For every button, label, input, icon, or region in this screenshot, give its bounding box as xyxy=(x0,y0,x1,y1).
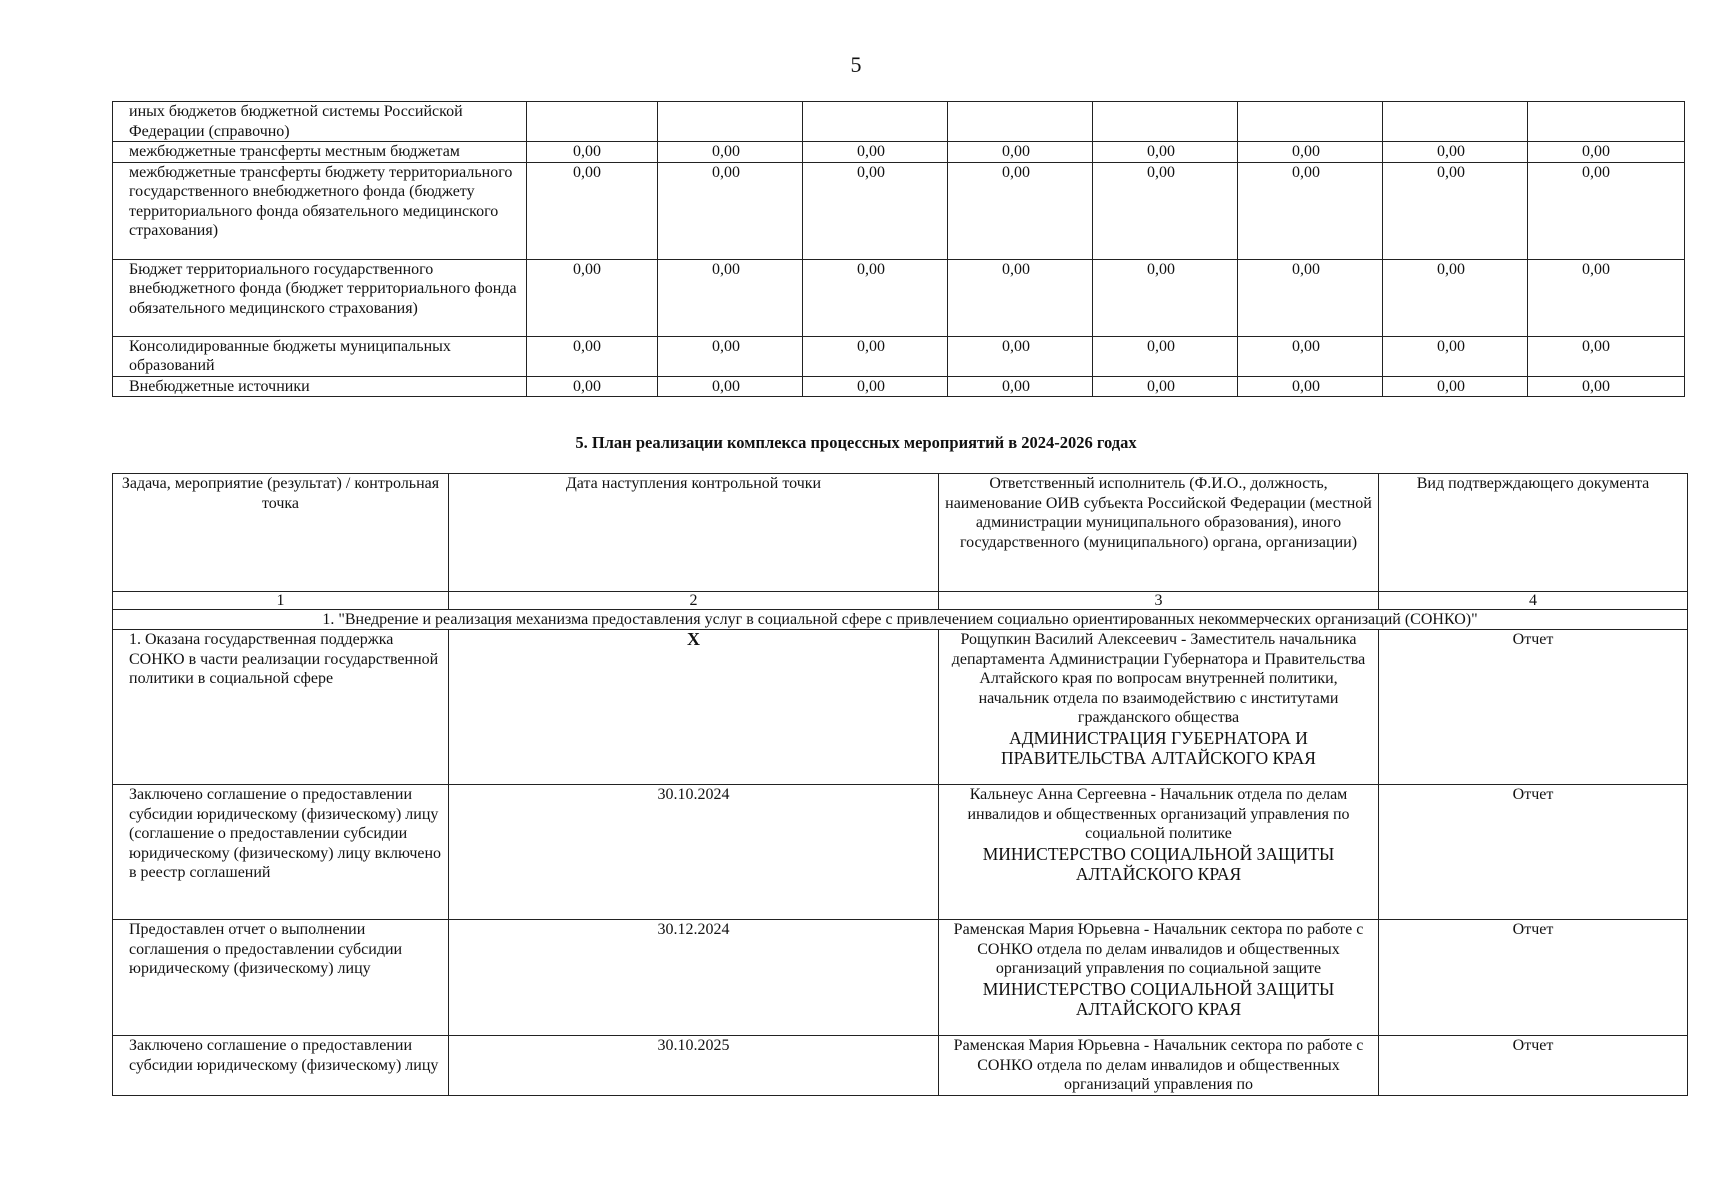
column-number: 2 xyxy=(449,592,939,610)
plan-executor xyxy=(939,1036,1379,1096)
budget-value-cell: 0,00 xyxy=(658,162,803,259)
header-row xyxy=(113,474,1688,592)
budget-value-cell: 0,00 xyxy=(948,259,1093,336)
budget-value-cell: 0,00 xyxy=(527,142,658,163)
executor-organization: МИНИСТЕРСТВО СОЦИАЛЬНОЙ ЗАЩИТЫ АЛТАЙСКОГО КРАЯ xyxy=(982,843,1335,884)
executor-organization: АДМИНИСТРАЦИЯ ГУБЕРНАТОРА И ПРАВИТЕЛЬСТВА АЛТАЙСКОГО КРАЯ xyxy=(1001,727,1316,768)
budget-row xyxy=(113,336,1685,376)
plan-table xyxy=(112,473,1688,1096)
plan-row xyxy=(113,785,1688,920)
budget-value-cell: 0,00 xyxy=(1093,259,1238,336)
header-document: Вид подтверждающего документа xyxy=(1379,474,1688,592)
budget-value-cell: 0,00 xyxy=(1238,336,1383,376)
budget-value-cell: 0,00 xyxy=(658,376,803,397)
plan-row xyxy=(113,920,1688,1036)
budget-value-cell: 0,00 xyxy=(1238,162,1383,259)
budget-row-label: межбюджетные трансферты местным бюджетам xyxy=(113,142,527,163)
budget-value-cell: 0,00 xyxy=(1238,259,1383,336)
budget-row xyxy=(113,259,1685,336)
budget-row-label: межбюджетные трансферты бюджету территориального государственного внебюджетного фонда (бюджету территориального фонда обязательного медицинского страхования) xyxy=(113,162,527,259)
budget-value-cell: 0,00 xyxy=(1383,142,1528,163)
budget-value-cell: 0,00 xyxy=(948,376,1093,397)
header-task: Задача, мероприятие (результат) / контрольная точка xyxy=(113,474,449,592)
task-title: 1. "Внедрение и реализация механизма предоставления услуг в социальной сфере с привлечением социально ориентированных некоммерческих организаций (СОНКО)" xyxy=(113,610,1688,630)
budget-value-cell: 0,00 xyxy=(1383,336,1528,376)
task-title-row xyxy=(113,610,1688,630)
budget-value-cell: 0,00 xyxy=(527,376,658,397)
budget-value-cell: 0,00 xyxy=(1528,142,1685,163)
plan-executor xyxy=(939,920,1379,1036)
budget-value-cell: 0,00 xyxy=(658,336,803,376)
budget-value-cell: 0,00 xyxy=(948,162,1093,259)
plan-item: Предоставлен отчет о выполнении соглашения о предоставлении субсидии юридическому (физическому) лицу xyxy=(113,920,449,1036)
budget-value-cell xyxy=(948,102,1093,142)
plan-item: Заключено соглашение о предоставлении субсидии юридическому (физическому) лицу xyxy=(113,1036,449,1096)
budget-value-cell xyxy=(803,102,948,142)
plan-document: Отчет xyxy=(1379,785,1688,920)
plan-row xyxy=(113,630,1688,785)
plan-document: Отчет xyxy=(1379,920,1688,1036)
executor-text: Раменская Мария Юрьевна - Начальник сектора по работе с СОНКО отдела по делам инвалидов и общественных организаций управления по xyxy=(953,1037,1364,1093)
budget-value-cell xyxy=(1093,102,1238,142)
budget-row xyxy=(113,102,1685,142)
budget-value-cell: 0,00 xyxy=(803,376,948,397)
column-number: 4 xyxy=(1379,592,1688,610)
budget-value-cell: 0,00 xyxy=(1383,376,1528,397)
executor-text: Раменская Мария Юрьевна - Начальник сектора по работе с СОНКО отдела по делам инвалидов и общественных организаций управления по социальной защите xyxy=(953,921,1364,977)
budget-value-cell: 0,00 xyxy=(527,336,658,376)
budget-value-cell: 0,00 xyxy=(948,336,1093,376)
budget-value-cell: 0,00 xyxy=(1528,162,1685,259)
budget-value-cell: 0,00 xyxy=(1093,376,1238,397)
budget-row-label: Консолидированные бюджеты муниципальных образований xyxy=(113,336,527,376)
header-executor: Ответственный исполнитель (Ф.И.О., должность, наименование ОИВ субъекта Российской Федерации (местной администрации муниципального образования), иного государственного (муниципального) органа, организации) xyxy=(939,474,1379,592)
budget-value-cell: 0,00 xyxy=(658,259,803,336)
budget-value-cell: 0,00 xyxy=(1238,142,1383,163)
executor-text: Кальнеус Анна Сергеевна - Начальник отдела по делам инвалидов и общественных организаций управления по социальной политике xyxy=(967,786,1350,842)
plan-item: Заключено соглашение о предоставлении субсидии юридическому (физическому) лицу (соглашение о предоставлении субсидии юридическому (физическому) лицу включено в реестр соглашений xyxy=(113,785,449,920)
budget-value-cell: 0,00 xyxy=(803,162,948,259)
budget-row xyxy=(113,162,1685,259)
budget-value-cell xyxy=(1238,102,1383,142)
executor-text: Рощупкин Василий Алексеевич - Заместитель начальника департамента Администрации Губернатора и Правительства Алтайского края по вопросам внутренней политики, начальник отдела по взаимодействию с институтами гражданского общества xyxy=(951,631,1366,726)
budget-row-label: Внебюджетные источники xyxy=(113,376,527,397)
budget-row-label: иных бюджетов бюджетной системы Российской Федерации (справочно) xyxy=(113,102,527,142)
budget-value-cell: 0,00 xyxy=(1093,336,1238,376)
budget-value-cell: 0,00 xyxy=(1383,162,1528,259)
plan-date: 30.10.2025 xyxy=(449,1036,939,1096)
header-date: Дата наступления контрольной точки xyxy=(449,474,939,592)
budget-value-cell xyxy=(1383,102,1528,142)
budget-table xyxy=(112,101,1685,397)
budget-value-cell: 0,00 xyxy=(948,142,1093,163)
plan-executor xyxy=(939,785,1379,920)
budget-value-cell: 0,00 xyxy=(1528,376,1685,397)
section-title: 5. План реализации комплекса процессных мероприятий в 2024-2026 годах xyxy=(575,433,1137,452)
plan-date: X xyxy=(449,630,939,785)
column-number: 1 xyxy=(113,592,449,610)
budget-value-cell: 0,00 xyxy=(803,259,948,336)
budget-value-cell: 0,00 xyxy=(1528,259,1685,336)
budget-value-cell xyxy=(1528,102,1685,142)
budget-value-cell: 0,00 xyxy=(803,142,948,163)
column-number-row xyxy=(113,592,1688,610)
page-number: 5 xyxy=(850,52,862,77)
budget-value-cell: 0,00 xyxy=(1383,259,1528,336)
budget-value-cell: 0,00 xyxy=(1528,336,1685,376)
plan-item: 1. Оказана государственная поддержка СОНКО в части реализации государственной политики в социальной сфере xyxy=(113,630,449,785)
plan-row xyxy=(113,1036,1688,1096)
budget-value-cell xyxy=(658,102,803,142)
budget-value-cell: 0,00 xyxy=(1238,376,1383,397)
plan-date: 30.10.2024 xyxy=(449,785,939,920)
budget-row-label: Бюджет территориального государственного внебюджетного фонда (бюджет территориального фонда обязательного медицинского страхования) xyxy=(113,259,527,336)
plan-document: Отчет xyxy=(1379,1036,1688,1096)
budget-row xyxy=(113,142,1685,163)
plan-date: 30.12.2024 xyxy=(449,920,939,1036)
executor-organization: МИНИСТЕРСТВО СОЦИАЛЬНОЙ ЗАЩИТЫ АЛТАЙСКОГО КРАЯ xyxy=(982,978,1335,1019)
budget-value-cell: 0,00 xyxy=(658,142,803,163)
budget-value-cell: 0,00 xyxy=(1093,142,1238,163)
budget-row xyxy=(113,376,1685,397)
budget-value-cell xyxy=(527,102,658,142)
budget-value-cell: 0,00 xyxy=(527,259,658,336)
plan-document: Отчет xyxy=(1379,630,1688,785)
budget-value-cell: 0,00 xyxy=(803,336,948,376)
plan-executor xyxy=(939,630,1379,785)
budget-value-cell: 0,00 xyxy=(1093,162,1238,259)
column-number: 3 xyxy=(939,592,1379,610)
budget-value-cell: 0,00 xyxy=(527,162,658,259)
